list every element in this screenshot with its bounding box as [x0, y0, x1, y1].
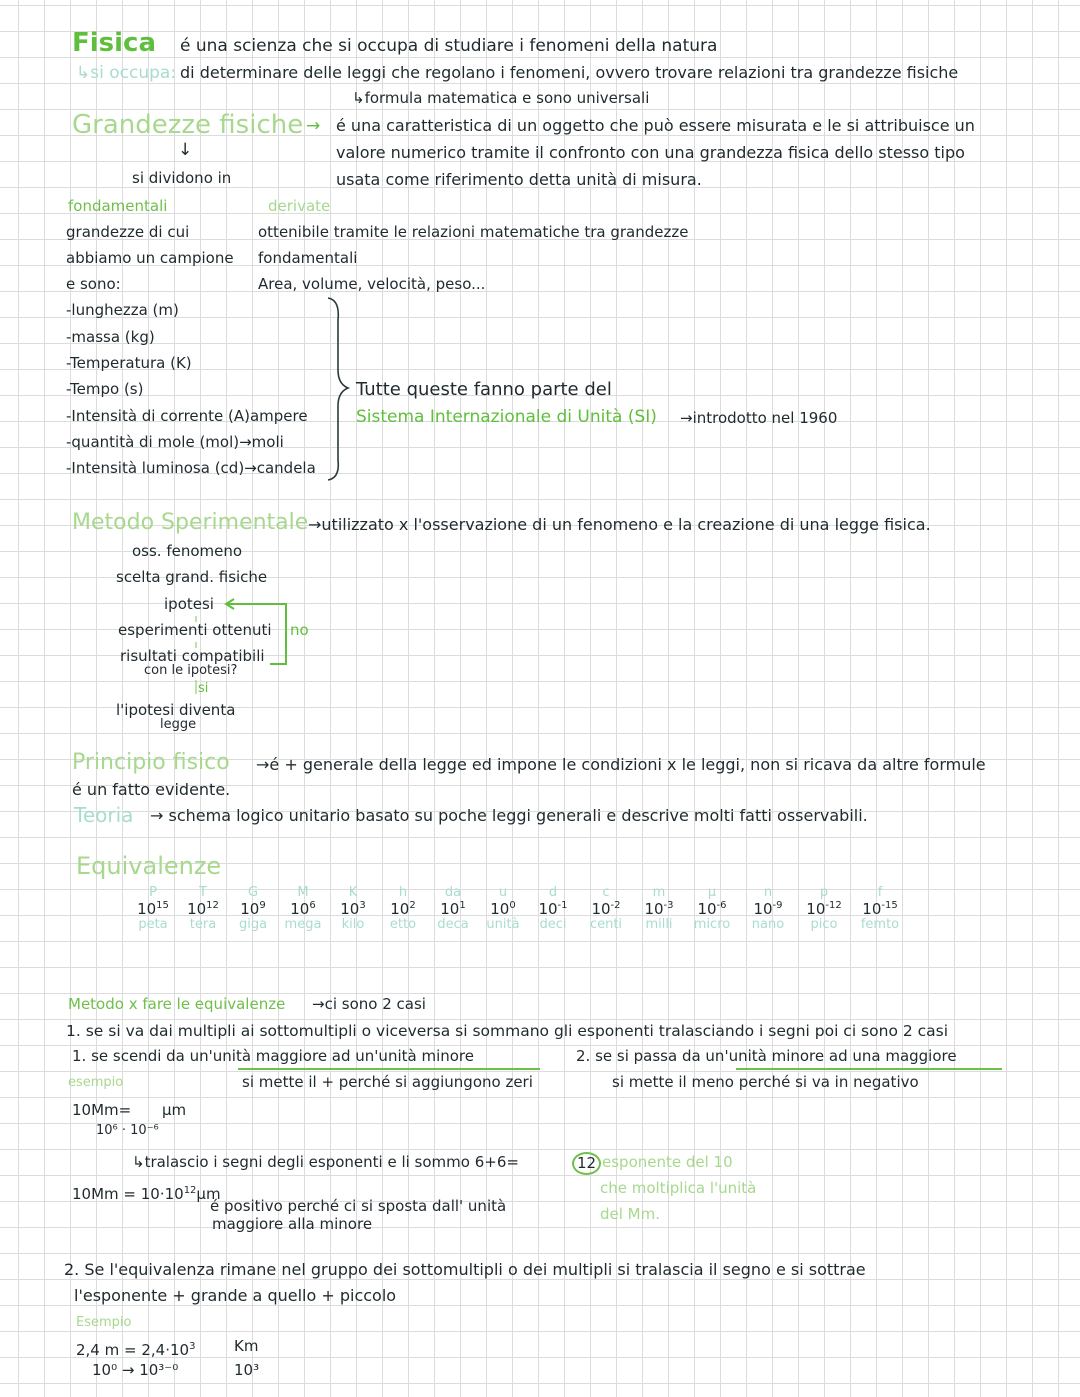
prefix-symbol: p	[819, 885, 829, 900]
si-label: si	[198, 681, 209, 696]
prefix-symbol: μ	[707, 885, 717, 900]
prefix-power: $10^3$	[340, 900, 366, 918]
prefix-column	[796, 886, 852, 932]
esempio-2-label: Esempio	[76, 1315, 132, 1330]
prefix-power: $10^6$	[290, 900, 316, 918]
ex-um: μm	[162, 1101, 187, 1119]
step-1: oss. fenomeno	[132, 542, 243, 560]
ex2-line-1-base: 2,4 m = 2,4·10	[76, 1341, 190, 1359]
ex2-km: Km	[234, 1337, 259, 1355]
prefix-symbol: u	[498, 885, 508, 900]
prefix-power: $10^0$	[490, 900, 516, 918]
prefix-power: $10^{-3}$	[644, 900, 674, 918]
prefix-power: $10^{-6}$	[697, 900, 727, 918]
fisica-title: Fisica	[72, 28, 157, 58]
list-item: -Tempo (s)	[66, 380, 144, 398]
teoria-title: Teoria	[74, 803, 134, 827]
fond-desc-2: abbiamo un campione	[66, 249, 234, 267]
prefix-power: $10^1$	[440, 900, 466, 918]
fond-desc-1: grandezze di cui	[66, 223, 190, 241]
prefix-power: $10^{12}$	[187, 900, 219, 918]
ex2-line-2: 10⁰ → 10³⁻⁰	[92, 1361, 179, 1379]
principio-title: Principio fisico	[72, 750, 230, 775]
grandezze-title: Grandezze fisiche	[72, 110, 304, 140]
prefix-column	[278, 886, 328, 932]
ex2-line-1-exp: 3	[189, 1341, 196, 1352]
si-occupa-label: ↳si occupa:	[76, 63, 177, 83]
ex-result-exp: 12	[183, 1185, 197, 1196]
prefix-column	[128, 886, 178, 932]
case-1-underline	[238, 1068, 540, 1070]
fisica-definition: é una scienza che si occupa di studiare i fenomeni della natura	[180, 36, 718, 56]
rule-2b: l'esponente + grande a quello + piccolo	[74, 1286, 397, 1305]
prefix-name: micro	[693, 917, 731, 932]
ex-result	[72, 1182, 221, 1203]
prefix-column	[740, 886, 796, 932]
ex-result-unit: μm	[196, 1185, 221, 1203]
grandezze-arrow: →	[306, 116, 321, 136]
brace-text-3: →introdotto nel 1960	[680, 409, 838, 427]
ex-trala: ↳tralascio i segni degli esponenti e li sommo 6+6=	[132, 1153, 519, 1171]
metodo-eq-suffix: →ci sono 2 casi	[312, 995, 426, 1013]
prefix-name: deci	[539, 917, 567, 932]
prefix-column	[428, 886, 478, 932]
principio-text-2: é un fatto evidente.	[72, 780, 231, 799]
prefix-name: milli	[645, 917, 673, 932]
prefix-symbol: f	[877, 885, 883, 900]
step-5: risultati compatibili	[120, 647, 265, 665]
prefix-name: giga	[238, 917, 268, 932]
prefix-name: centi	[589, 917, 623, 932]
case-2-underline	[736, 1068, 1002, 1070]
step-8: legge	[160, 717, 197, 732]
prefix-symbol: c	[602, 885, 610, 900]
prefix-column	[328, 886, 378, 932]
prefix-name: femto	[860, 917, 900, 932]
list-item: -quantità di mole (mol)→moli	[66, 433, 284, 451]
case-1-note: si mette il + perché si aggiungono zeri	[242, 1073, 533, 1091]
prefix-symbol: m	[652, 885, 666, 900]
prefix-power: $10^2$	[390, 900, 416, 918]
metodo-eq-title: Metodo x fare le equivalenze	[68, 995, 286, 1013]
step-7: l'ipotesi diventa	[116, 701, 236, 719]
brace-text-2: Sistema Internazionale di Unità (SI)	[356, 407, 657, 427]
case-1: 1. se scendi da un'unità maggiore ad un'unità minore	[72, 1047, 474, 1065]
prefix-name: unità	[486, 917, 520, 932]
prefix-symbol: da	[444, 885, 462, 900]
ex-pos-1: é positivo perché ci si sposta dall' unità	[210, 1197, 507, 1215]
list-item: -Intensità di corrente (A)ampere	[66, 407, 308, 425]
flow-loop-arrow	[180, 598, 290, 698]
prefix-power: $10^{-2}$	[591, 900, 621, 918]
prefix-symbol: P	[149, 885, 157, 900]
si-occupa-text: di determinare delle leggi che regolano i fenomeni, ovvero trovare relazioni tra grandezze fisiche	[180, 63, 959, 82]
prefix-power: $10^9$	[240, 900, 266, 918]
curly-brace	[322, 296, 352, 482]
prefix-power: $10^{-1}$	[538, 900, 568, 918]
principio-text-1: →é + generale della legge ed impone le condizioni x le leggi, non si ricava da altre formule	[256, 755, 986, 774]
derivate-label: derivate	[268, 197, 331, 215]
prefix-name: pico	[810, 917, 838, 932]
step-2: scelta grand. fisiche	[116, 568, 268, 586]
ex2-line-2b: 10³	[234, 1361, 260, 1379]
equivalenze-title: Equivalenze	[76, 852, 222, 880]
formula-note: ↳formula matematica e sono universali	[352, 89, 650, 107]
si-dividono-label: si dividono in	[132, 169, 232, 187]
deriv-desc-1: ottenibile tramite le relazioni matematiche tra grandezze	[258, 223, 689, 241]
list-item: -Intensità luminosa (cd)→candela	[66, 459, 316, 477]
prefix-column	[684, 886, 740, 932]
prefix-column	[852, 886, 908, 932]
prefix-column	[178, 886, 228, 932]
prefix-power: $10^{-15}$	[862, 900, 898, 918]
grandezze-def-line2: valore numerico tramite il confronto con una grandezza fisica dello stesso tipo	[336, 143, 965, 162]
case-2: 2. se si passa da un'unità minore ad una maggiore	[576, 1047, 957, 1065]
ex-pos-2: maggiore alla minore	[212, 1215, 373, 1233]
deriv-desc-2: fondamentali	[258, 249, 358, 267]
step-4: esperimenti ottenuti	[118, 621, 272, 639]
prefix-column	[528, 886, 578, 932]
step-3: ipotesi	[164, 595, 214, 613]
grandezze-def-line1: é una caratteristica di un oggetto che può essere misurata e le si attribuisce un	[336, 116, 975, 135]
step-6: con le ipotesi?	[144, 663, 238, 678]
metodo-title: Metodo Sperimentale	[72, 510, 309, 535]
ex2-line-1	[76, 1338, 195, 1359]
prefix-column	[634, 886, 684, 932]
deriv-desc-3: Area, volume, velocità, peso...	[258, 275, 486, 293]
no-label: no	[290, 621, 309, 639]
prefix-name: peta	[138, 917, 168, 932]
prefix-symbol: d	[548, 885, 558, 900]
prefix-name: deca	[437, 917, 469, 932]
ex-result-base: 10Mm = 10·10	[72, 1185, 184, 1203]
prefix-symbol: h	[398, 885, 408, 900]
fondamentali-label: fondamentali	[68, 197, 168, 215]
grandezze-def-line3: usata come riferimento detta unità di misura.	[336, 170, 702, 189]
prefix-name: tera	[189, 917, 217, 932]
prefix-power: $10^{-9}$	[753, 900, 783, 918]
down-arrow-icon: ↓	[178, 140, 193, 160]
prefix-column	[378, 886, 428, 932]
brace-text-1: Tutte queste fanno parte del	[356, 379, 612, 400]
prefix-symbol: K	[348, 885, 358, 900]
prefix-power: $10^{-12}$	[806, 900, 842, 918]
prefix-symbol: T	[199, 885, 207, 900]
esempio-label: esempio	[68, 1075, 124, 1090]
list-item: -massa (kg)	[66, 328, 155, 346]
ex-side-3: del Mm.	[600, 1205, 661, 1223]
prefix-column	[228, 886, 278, 932]
ex-side-1: esponente del 10	[602, 1153, 733, 1171]
ex-line-1: 10Mm=	[72, 1101, 132, 1119]
case-2-note: si mette il meno perché si va in negativo	[612, 1073, 919, 1091]
prefix-symbol: M	[297, 885, 309, 900]
prefix-name: nano	[751, 917, 785, 932]
ex-side-2: che moltiplica l'unità	[600, 1179, 757, 1197]
prefix-name: etto	[389, 917, 417, 932]
rule-2a: 2. Se l'equivalenza rimane nel gruppo dei sottomultipli o dei multipli si tralascia il segno e si sottrae	[64, 1260, 866, 1279]
ex-12-circled: 12	[572, 1152, 601, 1175]
prefix-name: mega	[284, 917, 322, 932]
prefix-name: kilo	[341, 917, 365, 932]
list-item: -Temperatura (K)	[66, 354, 192, 372]
prefix-column	[578, 886, 634, 932]
prefix-power: $10^{15}$	[137, 900, 169, 918]
prefix-column	[478, 886, 528, 932]
list-item: -lunghezza (m)	[66, 301, 179, 319]
metodo-desc: →utilizzato x l'osservazione di un fenomeno e la creazione di una legge fisica.	[308, 515, 931, 534]
prefix-table	[128, 886, 908, 932]
ex-line-2: 10⁶ · 10⁻⁶	[96, 1123, 159, 1138]
rule-1: 1. se si va dai multipli ai sottomultipli o viceversa si sommano gli esponenti tralasciando i segni poi ci sono 2 casi	[66, 1022, 949, 1040]
prefix-symbol: G	[247, 885, 259, 900]
fond-desc-3: e sono:	[66, 275, 121, 293]
prefix-symbol: n	[763, 885, 773, 900]
teoria-text: → schema logico unitario basato su poche leggi generali e descrive molti fatti osservabili.	[150, 806, 868, 825]
